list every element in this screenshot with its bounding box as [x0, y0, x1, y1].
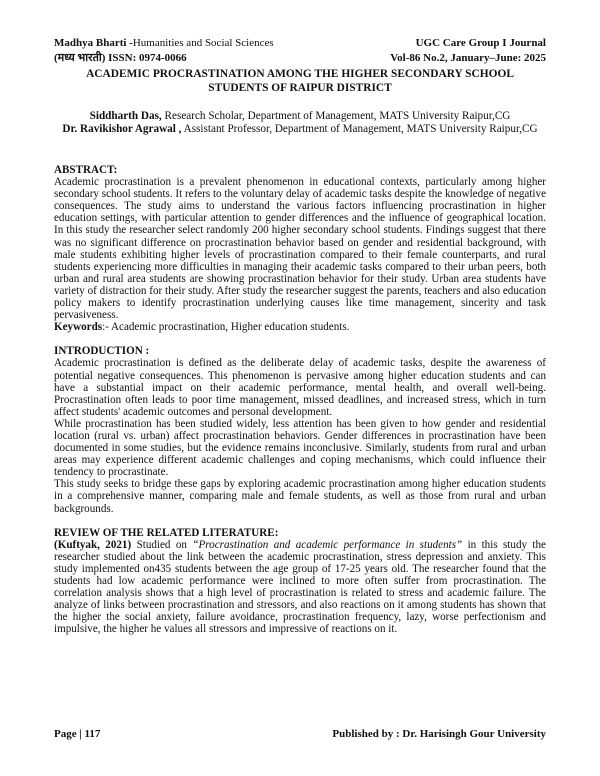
page-number: Page | 117 [54, 728, 101, 740]
issn-line: (मध्य भारती) ISSN: 0974-0066 [54, 52, 187, 64]
paper-body [54, 164, 546, 635]
journal-title: Madhya Bharti -Humanities and Social Sciences [54, 37, 274, 49]
keywords: Keywords:- Academic procrastination, Higher education students. [54, 321, 350, 334]
introduction-heading: INTRODUCTION : [54, 345, 150, 358]
introduction-paragraph-1: Academic procrastination is defined as the deliberate delay of academic tasks, despite the awareness of potential negative consequences. This phenomenon is pervasive among higher education students and can have a substantial impact on their academic performance, mental health, and overall well-being. Procrastination often leads to poor time management, missed deadlines, and increased stress, which in turn affect students' academic outcomes and personal development. [54, 357, 546, 418]
volume-info: Vol-86 No.2, January–June: 2025 [390, 52, 546, 64]
author-block [54, 110, 546, 136]
introduction-paragraph-2: While procrastination has been studied widely, less attention has been given to how gender and residential location (rural vs. urban) affect procrastination behaviors. Gender differences in procrastination have been documented in some studies, but the evidence remains inconclusive. Similarly, students from rural and urban areas may experience different academic challenges and coping mechanisms, which could influence their tendency to procrastinate. [54, 417, 546, 479]
review-heading: REVIEW OF THE RELATED LITERATURE: [54, 526, 279, 539]
paper-title: ACADEMIC PROCRASTINATION AMONG THE HIGHER SECONDARY SCHOOL STUDENTS OF RAIPUR DISTRICT [86, 68, 514, 94]
page-footer [54, 728, 546, 740]
publisher: Published by : Dr. Harisingh Gour University [332, 728, 546, 740]
author-1: Siddharth Das, Research Scholar, Department of Management, MATS University Raipur,CG [89, 110, 511, 122]
review-paragraph: (Kuftyak, 2021) Studied on “Procrastination and academic performance in students” in this study the researcher studied about the link between the academic procrastination, stress depression and anxiety. This study implemented on435 students between the age group of 17-25 years old. The researcher found that the students had low academic performance were inclined to more often suffer from procrastination. The correlation analysis shows that a high level of procrastination is related to stress and academic failure. The analyze of links between procrastination and stressors, and also reactions on it among students has shown that the higher the social anxiety, failure avoidance, procrastination frequency, lazy, worse perfectionism and impulsive, the higher he values all stressors and impressive of reactions on it. [54, 538, 546, 636]
ugc-label: UGC Care Group I Journal [415, 37, 546, 49]
abstract-text: Academic procrastination is a prevalent phenomenon in educational contexts, particularly among higher secondary school students. It refers to the voluntary delay of academic tasks despite the knowledge of negative consequences. The study aims to understand the various factors influencing procrastination in higher education settings, with particular attention to gender differences and the influence of geographical location. In this study the researcher select randomly 200 higher secondary school students. Findings suggest that there was no significant difference on procrastination behavior based on gender and residential background, with male students exhibiting higher levels of procrastination compared to their female counterparts, and rural students experiencing more difficulties in managing their academic tasks compared to their urban peers, both urban and rural area students are showing procrastination behavior for their study. Urban area students have variety of distraction for their study. After study the researcher suggest the parents, teachers and also education policy makers to identify procrastination underlying causes like time management, sincerity and task pervasiveness. [54, 176, 546, 322]
introduction-paragraph-3: This study seeks to bridge these gaps by exploring academic procrastination among higher education students in a comprehensive manner, comparing male and female students, as well as those from rural and urban backgrounds. [54, 478, 546, 515]
journal-header [54, 36, 546, 66]
abstract-heading: ABSTRACT: [54, 164, 118, 176]
author-2: Dr. Ravikishor Agrawal , Assistant Professor, Department of Management, MATS University Raipur,CG [62, 123, 538, 135]
